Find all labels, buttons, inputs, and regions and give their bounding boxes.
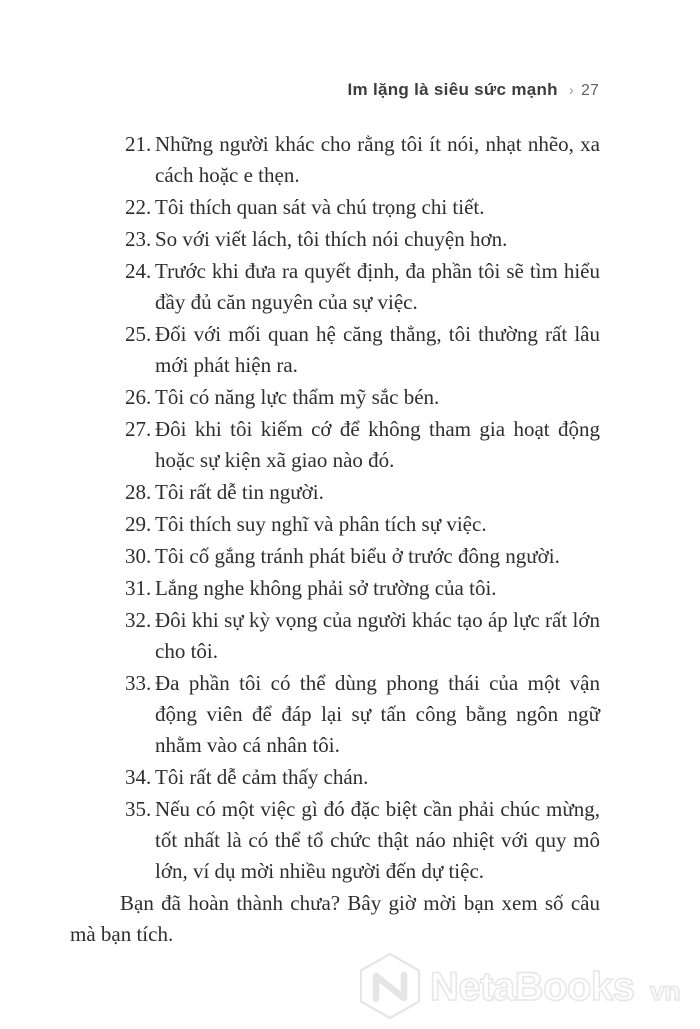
list-item bbox=[125, 192, 600, 223]
item-number: 25. bbox=[125, 322, 152, 346]
list-item bbox=[125, 509, 600, 540]
list-item bbox=[125, 414, 600, 476]
watermark bbox=[352, 948, 700, 1026]
item-number: 34. bbox=[125, 765, 152, 789]
item-text: Đôi khi sự kỳ vọng của người khác tạo áp lực rất lớn cho tôi. bbox=[155, 608, 600, 663]
list-item bbox=[125, 541, 600, 572]
list-item bbox=[125, 762, 600, 793]
list-item bbox=[125, 477, 600, 508]
list-item bbox=[125, 573, 600, 604]
item-text: Đối với mối quan hệ căng thẳng, tôi thường rất lâu mới phát hiện ra. bbox=[155, 322, 600, 377]
item-text: Đa phần tôi có thể dùng phong thái của một vận động viên để đáp lại sự tấn công bằng ngôn ngữ nhằm vào cá nhân tôi. bbox=[155, 671, 600, 757]
closing-paragraph: Bạn đã hoàn thành chưa? Bây giờ mời bạn xem số câu mà bạn tích. bbox=[70, 891, 600, 946]
list-item bbox=[125, 605, 600, 667]
item-text: Tôi thích quan sát và chú trọng chi tiết. bbox=[155, 195, 485, 219]
item-text: Tôi rất dễ cảm thấy chán. bbox=[155, 765, 369, 789]
item-number: 27. bbox=[125, 417, 152, 441]
list-item bbox=[125, 129, 600, 191]
item-number: 22. bbox=[125, 195, 152, 219]
item-text: Tôi thích suy nghĩ và phân tích sự việc. bbox=[155, 512, 487, 536]
header-separator: › bbox=[568, 82, 575, 99]
item-number: 28. bbox=[125, 480, 152, 504]
page-content bbox=[70, 129, 600, 950]
item-text: Lắng nghe không phải sở trường của tôi. bbox=[155, 576, 497, 600]
header-page-number: 27 bbox=[581, 82, 599, 99]
watermark-brand-text: NetaBooks bbox=[430, 965, 635, 1009]
item-text: So với viết lách, tôi thích nói chuyện hơn. bbox=[155, 227, 508, 251]
question-list bbox=[70, 129, 600, 887]
list-item bbox=[125, 668, 600, 761]
item-number: 35. bbox=[125, 797, 152, 821]
header-title: Im lặng là siêu sức mạnh bbox=[347, 80, 558, 99]
list-item bbox=[125, 319, 600, 381]
list-item bbox=[125, 224, 600, 255]
netabooks-logo-icon bbox=[361, 954, 419, 1018]
list-item bbox=[125, 382, 600, 413]
list-item bbox=[125, 256, 600, 318]
item-number: 30. bbox=[125, 544, 152, 568]
item-number: 26. bbox=[125, 385, 152, 409]
running-header bbox=[0, 79, 599, 101]
item-number: 24. bbox=[125, 259, 152, 283]
item-number: 23. bbox=[125, 227, 152, 251]
item-number: 32. bbox=[125, 608, 152, 632]
item-text: Tôi có năng lực thẩm mỹ sắc bén. bbox=[155, 385, 440, 409]
item-number: 33. bbox=[125, 671, 152, 695]
item-text: Tôi rất dễ tin người. bbox=[155, 480, 324, 504]
item-text: Tôi cố gắng tránh phát biểu ở trước đông người. bbox=[155, 544, 560, 568]
item-number: 29. bbox=[125, 512, 152, 536]
item-number: 21. bbox=[125, 132, 152, 156]
watermark-tld-text: vn bbox=[650, 976, 681, 1006]
item-text: Những người khác cho rằng tôi ít nói, nhạt nhẽo, xa cách hoặc e thẹn. bbox=[155, 132, 600, 187]
item-text: Trước khi đưa ra quyết định, đa phần tôi sẽ tìm hiểu đầy đủ căn nguyên của sự việc. bbox=[155, 259, 600, 314]
list-item bbox=[125, 794, 600, 887]
item-text: Đôi khi tôi kiếm cớ để không tham gia hoạt động hoặc sự kiện xã giao nào đó. bbox=[155, 417, 600, 472]
item-text: Nếu có một việc gì đó đặc biệt cần phải chúc mừng, tốt nhất là có thể tổ chức thật náo nhiệt với quy mô lớn, ví dụ mời nhiều người đến dự tiệc. bbox=[155, 797, 600, 883]
item-number: 31. bbox=[125, 576, 152, 600]
